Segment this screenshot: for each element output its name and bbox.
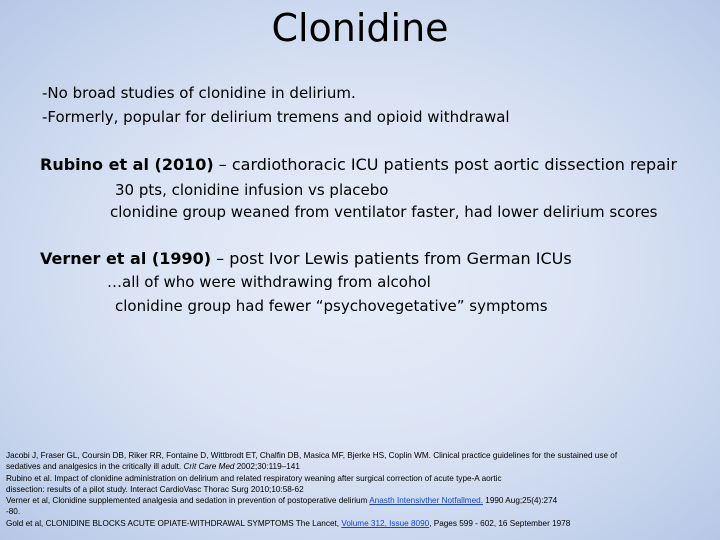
references [6,450,716,529]
reference-gold-pages: , Pages 599 - 602, 16 September 1978 [429,518,571,528]
intro-line-2: -Formerly, popular for delirium tremens and opioid withdrawal [42,108,510,126]
reference-jacobi-line-2 [6,461,716,472]
study-rubino-citation: Rubino et al (2010) [40,155,214,174]
reference-rubino-line-1: Rubino et al. Impact of clonidine administration on delirium and related respiratory weaning after surgical correction of acute type-A aortic [6,473,502,483]
slide-title: Clonidine [271,6,449,50]
reference-gold-line [6,518,716,529]
study-rubino-heading [40,155,677,174]
reference-verner-text: Verner et al, Clonidine supplemented analgesia and sedation in prevention of postoperative delirium [6,496,370,506]
study-verner-summary: – post Ivor Lewis patients from German ICUs [211,249,572,268]
reference-jacobi-text: sedatives and analgesics in the critically ill adult. [6,462,184,472]
reference-verner-journal-link[interactable]: Anasth Intensivther Notfallmed. [369,496,483,506]
reference-verner-volume: 1990 Aug;25(4):274 [483,496,558,506]
reference-jacobi-line-1: Jacobi J, Fraser GL, Coursin DB, Riker RR, Fontaine D, Wittbrodt ET, Chalfin DB, Masica MF, Bjerke HS, Coplin WM. Clinical practice guidelines for the sustained use of [6,451,618,460]
study-rubino-detail-2: clonidine group weaned from ventilator faster, had lower delirium scores [110,203,658,221]
reference-jacobi-volume: 2002;30:119–141 [234,462,300,472]
reference-gold-text: Gold et al, CLONIDINE BLOCKS ACUTE OPIATE-WITHDRAWAL SYMPTOMS The Lancet, [6,518,342,528]
study-rubino-summary: – cardiothoracic ICU patients post aortic dissection repair [213,155,678,174]
study-verner-heading [40,249,572,268]
intro-line-1: -No broad studies of clonidine in delirium. [42,84,356,102]
reference-verner-line-2: -80. [6,507,21,517]
reference-verner-line-1 [6,495,716,506]
reference-rubino-line-2: dissection: results of a pilot study. Interact CardioVasc Thorac Surg 2010;10:58-62 [6,484,304,494]
reference-jacobi-journal: Crit Care Med [183,462,235,472]
study-verner-citation: Verner et al (1990) [40,249,212,268]
reference-gold-issue-link[interactable]: Volume 312, Issue 8090 [341,518,430,528]
study-rubino-detail-1: 30 pts, clonidine infusion vs placebo [115,181,389,199]
study-verner-detail-1: …all of who were withdrawing from alcohol [107,273,431,291]
study-verner-detail-2: clonidine group had fewer “psychovegetative” symptoms [115,297,548,315]
